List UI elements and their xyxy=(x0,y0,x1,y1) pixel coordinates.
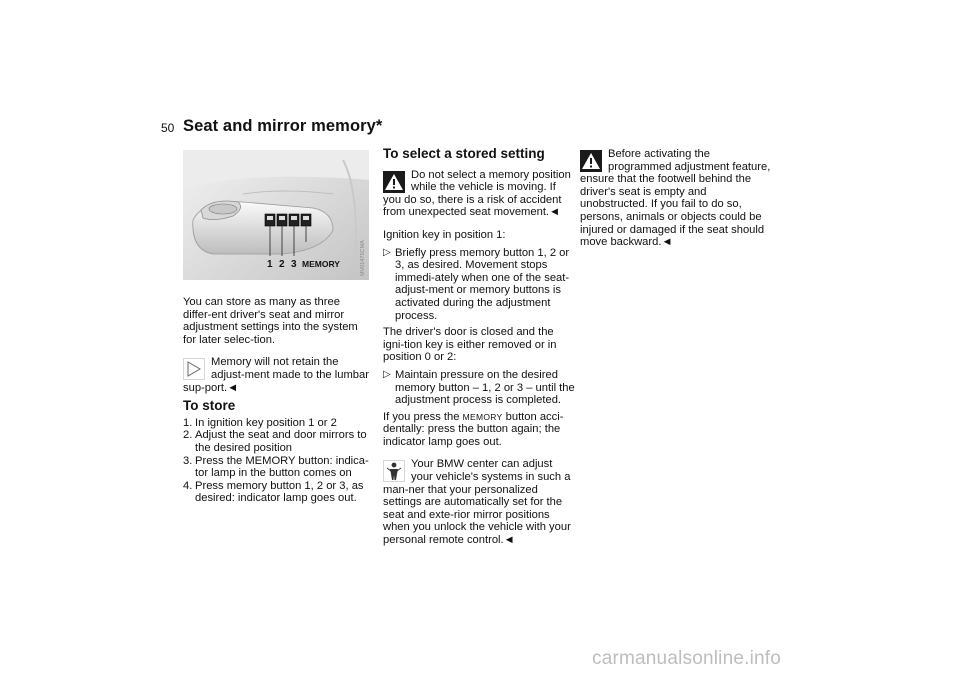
callout-2: 2 xyxy=(279,259,285,270)
list-item: ▷ Briefly press memory button 1, 2 or 3, as desired. Movement stops immedi-ately when one of the seat-adjust-ment or memory buttons is activated during the adjustment process. xyxy=(383,246,570,322)
seat-memory-figure xyxy=(183,150,369,280)
list-item: ▷ Maintain pressure on the desired memory button – 1, 2 or 3 – until the adjustment process is completed. xyxy=(383,368,575,407)
store-steps-list xyxy=(183,417,369,505)
lumbar-note xyxy=(183,356,369,394)
note-arrow-icon xyxy=(183,358,205,380)
site-watermark: carmanualsonline.info xyxy=(592,648,782,669)
figure-code: MV01475CMA xyxy=(360,240,366,276)
list-item: 2. Adjust the seat and door mirrors to the desired position xyxy=(183,429,367,454)
door-bullets xyxy=(383,369,575,407)
callout-memory: MEMORY xyxy=(302,259,340,269)
ignition-bullets xyxy=(383,247,575,323)
column-2 xyxy=(383,148,575,553)
lumbar-note-text: Memory will not retain the adjust-ment made to the lumbar sup-port. xyxy=(183,356,369,394)
intro-paragraph: You can store as many as three differ-ent driver's seat and mirror adjustment settings into the system for later selec-tion. xyxy=(183,296,358,346)
end-mark: ◄ xyxy=(227,381,239,394)
service-person-icon xyxy=(383,460,405,482)
to-store-heading: To store xyxy=(183,398,236,414)
list-item: 1. In ignition key position 1 or 2 xyxy=(183,416,337,429)
accidental-press-text: If you press the MEMORY button acci-dentally: press the button again; the indicator lamp goes out. xyxy=(383,410,564,448)
callout-3: 3 xyxy=(291,259,297,270)
callout-1: 1 xyxy=(267,259,273,270)
bmw-center-note-text: Your BMW center can adjust your vehicle's systems in such a man-ner that your personalized settings are automatically set for the seat and exte-rior mirror positions when you unlock the vehicle with your personal remote control. xyxy=(383,458,571,547)
end-mark: ◄ xyxy=(503,534,515,547)
moving-warning xyxy=(383,169,575,219)
page-title: Seat and mirror memory* xyxy=(183,117,383,135)
end-mark: ◄ xyxy=(661,236,673,249)
warning-triangle-icon xyxy=(580,150,602,172)
end-mark: ◄ xyxy=(549,206,561,219)
select-setting-heading: To select a stored setting xyxy=(383,146,545,161)
door-text: The driver's door is closed and the igni-tion key is either removed or in position 0 or 2: xyxy=(383,326,557,364)
footwell-warning-text: Before activating the programmed adjustment feature, ensure that the footwell behind the driver's seat is empty and unobstructed. If you fail to do so, persons, animals or objects could be injured or damaged if the seat should move backward. xyxy=(580,148,771,249)
warning-triangle-icon xyxy=(383,171,405,193)
ignition-text: Ignition key in position 1: xyxy=(383,228,506,241)
column-3 xyxy=(580,148,776,255)
bmw-center-note xyxy=(383,458,575,546)
list-item: 3. Press the MEMORY button: indica-tor lamp in the button comes on xyxy=(183,454,369,480)
list-item: 4. Press memory button 1, 2 or 3, as desired: indicator lamp goes out. xyxy=(183,479,364,505)
column-1 xyxy=(183,296,369,505)
moving-warning-text: Do not select a memory position while the vehicle is moving. If you do so, there is a risk of accident from unexpected seat movement. xyxy=(383,168,571,219)
page-number: 50 xyxy=(161,121,175,135)
footwell-warning xyxy=(580,148,776,249)
